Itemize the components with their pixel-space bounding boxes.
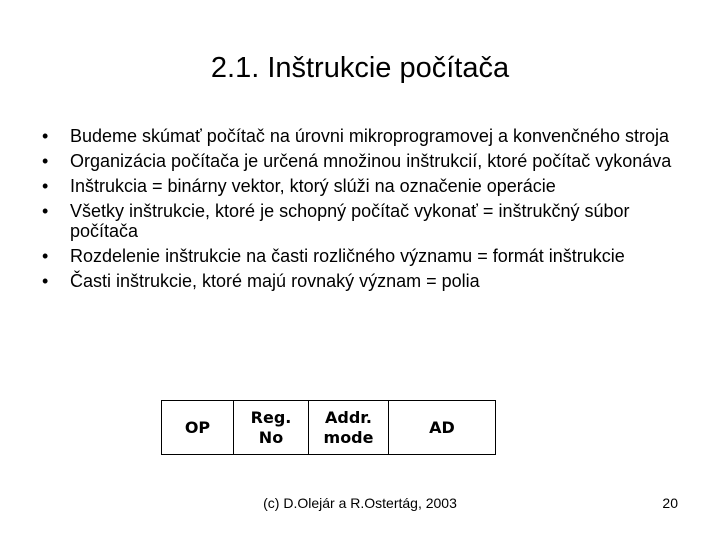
footer-credit: (c) D.Olejár a R.Ostertág, 2003 xyxy=(263,495,457,511)
bullet-text: Budeme skúmať počítač na úrovni mikroprogramovej a konvenčného stroja xyxy=(70,126,670,146)
bullet-list xyxy=(42,126,682,296)
field-reg-no-label: Reg. No xyxy=(250,407,292,447)
instruction-format-row xyxy=(162,401,496,455)
field-reg-no-cell xyxy=(234,401,309,455)
field-addr-mode-cell xyxy=(309,401,389,455)
field-ad-cell xyxy=(389,401,496,455)
bullet-marker: • xyxy=(42,176,49,196)
field-op-label: OP xyxy=(184,417,211,437)
bullet-item xyxy=(42,271,682,291)
field-op-cell xyxy=(162,401,234,455)
bullet-marker: • xyxy=(42,126,49,146)
bullet-text: Všetky inštrukcie, ktoré je schopný počítač vykonať = inštrukčný súbor počítača xyxy=(70,201,630,241)
bullet-text: Organizácia počítača je určená množinou inštrukcií, ktoré počítač vykonáva xyxy=(70,151,672,171)
bullet-item xyxy=(42,126,682,146)
instruction-format-table xyxy=(161,400,496,455)
page-number: 20 xyxy=(662,495,678,511)
bullet-marker: • xyxy=(42,201,49,221)
bullet-marker: • xyxy=(42,151,49,171)
bullet-item xyxy=(42,151,682,171)
bullet-text: Inštrukcia = binárny vektor, ktorý slúži na označenie operácie xyxy=(70,176,556,196)
bullet-marker: • xyxy=(42,271,49,291)
bullet-item xyxy=(42,201,682,241)
bullet-text: Rozdelenie inštrukcie na časti rozličného významu = formát inštrukcie xyxy=(70,246,625,266)
field-addr-mode-label: Addr. mode xyxy=(323,407,374,447)
bullet-marker: • xyxy=(42,246,49,266)
bullet-text: Časti inštrukcie, ktoré majú rovnaký význam = polia xyxy=(70,271,480,291)
field-ad-label: AD xyxy=(429,417,455,437)
slide-title: 2.1. Inštrukcie počítača xyxy=(210,52,510,84)
bullet-item xyxy=(42,176,682,196)
bullet-item xyxy=(42,246,682,266)
